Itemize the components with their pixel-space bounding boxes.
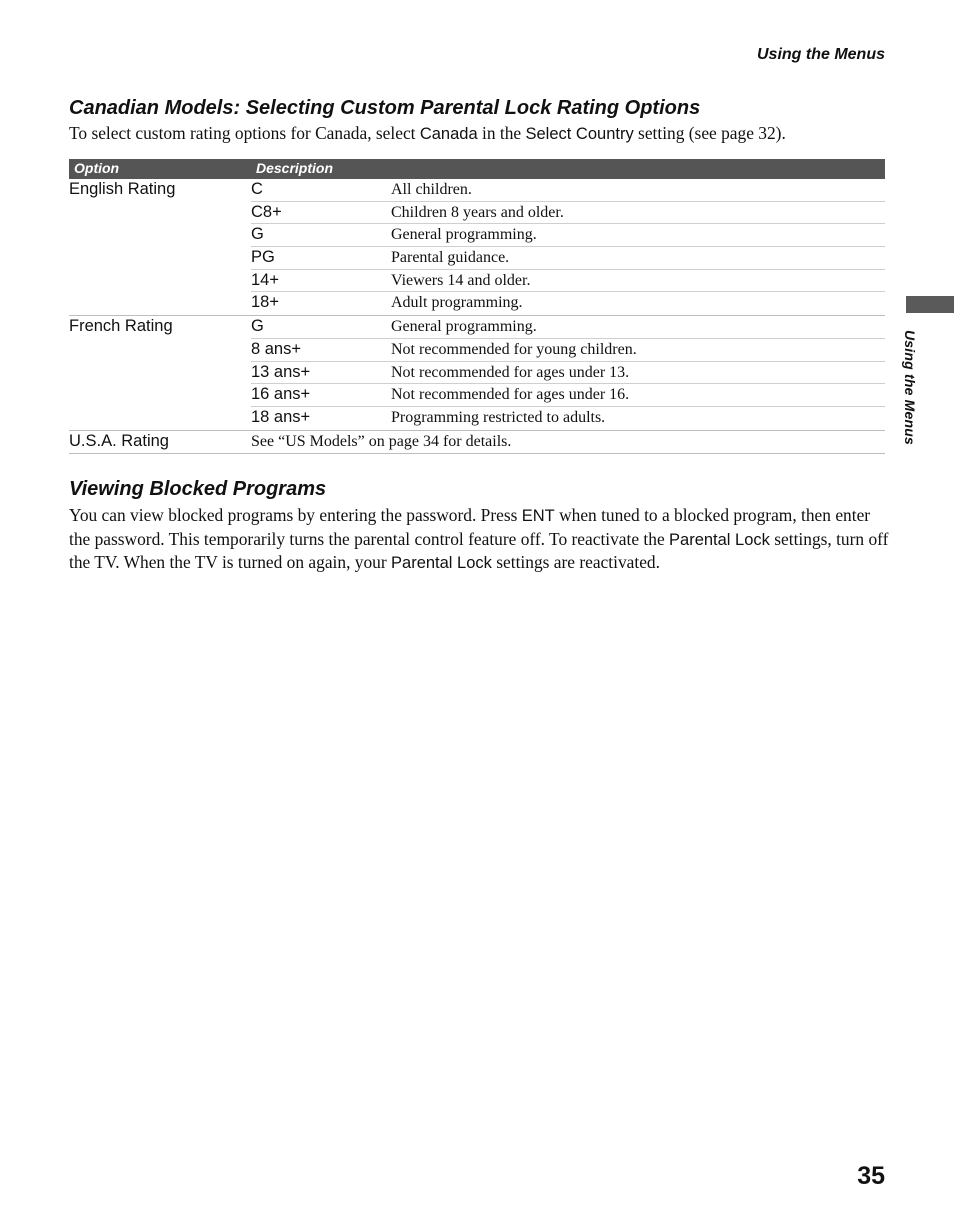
rating-code: 18+ <box>251 293 279 312</box>
rating-description: Parental guidance. <box>391 249 510 267</box>
rating-code: C8+ <box>251 202 282 221</box>
rating-options-table <box>69 159 885 454</box>
table-row <box>251 224 885 247</box>
table-row <box>251 384 885 407</box>
intro-paragraph: To select custom rating options for Canada, select Canada in the Select Country setting (see page 32). <box>69 123 786 143</box>
english-rating-label: English Rating <box>69 180 176 198</box>
side-tab-label: Using the Menus <box>902 330 918 446</box>
rating-code: C <box>251 180 263 198</box>
rating-code: 13 ans+ <box>251 362 311 381</box>
table-row <box>251 247 885 270</box>
rating-description: Children 8 years and older. <box>391 203 564 221</box>
ui-term-parental-lock: Parental Lock <box>669 530 770 549</box>
rating-code: G <box>251 317 264 336</box>
rating-code: 14+ <box>251 270 279 289</box>
rating-code: 16 ans+ <box>251 385 311 404</box>
ui-term-ent: ENT <box>521 507 555 525</box>
header-option: Option <box>74 160 120 176</box>
page-number: 35 <box>857 1162 885 1190</box>
section-heading-viewing: Viewing Blocked Programs <box>69 478 327 500</box>
running-head: Using the Menus <box>756 46 885 63</box>
usa-rating-group <box>69 431 885 454</box>
rating-description: General programming. <box>391 318 537 336</box>
rating-description: Not recommended for young children. <box>391 340 637 358</box>
rating-description: Adult programming. <box>391 294 523 312</box>
viewing-paragraph: You can view blocked programs by entering the password. Press ENT when tuned to a blocked program, then enter the password. This temporarily turns the parental control feature off. To reactivate the Parental Lock settings, turn off the TV. When the TV is turned on again, your Parental Lock settings are reactivated. <box>69 505 889 572</box>
rating-description: Programming restricted to adults. <box>391 408 606 426</box>
table-row <box>251 179 885 202</box>
rating-description: General programming. <box>391 226 537 244</box>
table-row <box>251 202 885 225</box>
french-rating-group <box>69 316 885 430</box>
table-header <box>69 159 885 179</box>
table-row <box>251 407 885 430</box>
rating-code: PG <box>251 248 275 267</box>
table-row <box>251 362 885 385</box>
rating-description: Not recommended for ages under 13. <box>391 363 630 381</box>
table-row <box>251 431 885 453</box>
table-row <box>251 292 885 315</box>
english-rating-group <box>69 179 885 316</box>
rating-code: G <box>251 225 264 244</box>
header-description: Description <box>256 160 334 176</box>
section-heading-canadian: Canadian Models: Selecting Custom Parental Lock Rating Options <box>69 97 701 119</box>
usa-rating-label: U.S.A. Rating <box>69 431 169 450</box>
table-row <box>251 316 885 339</box>
side-tab-marker <box>906 296 954 313</box>
table-row <box>251 270 885 293</box>
french-rating-label: French Rating <box>69 317 173 336</box>
ui-term-parental-lock: Parental Lock <box>391 554 492 572</box>
rating-description: All children. <box>391 181 472 198</box>
rating-description: Viewers 14 and older. <box>391 271 531 289</box>
ui-term-select-country: Select Country <box>525 125 634 143</box>
rating-description: Not recommended for ages under 16. <box>391 386 630 404</box>
rating-code: 8 ans+ <box>251 339 301 358</box>
ui-term-canada: Canada <box>419 125 478 143</box>
rating-code: 18 ans+ <box>251 407 311 426</box>
table-row <box>251 339 885 362</box>
rating-description: See “US Models” on page 34 for details. <box>251 432 512 450</box>
